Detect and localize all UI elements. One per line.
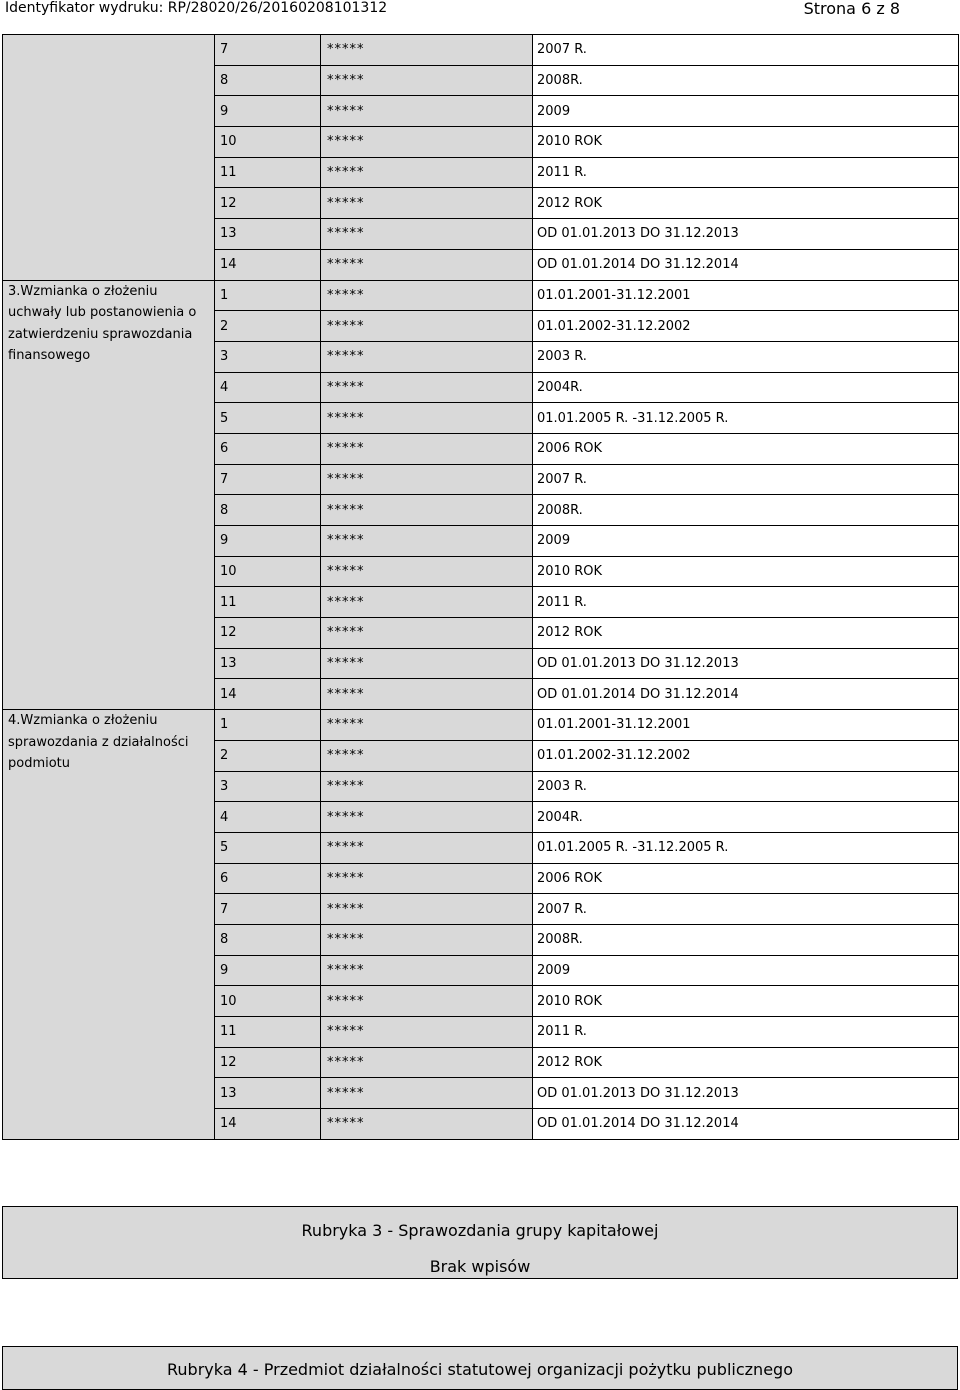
masked-value: ***** — [321, 372, 533, 403]
masked-value: ***** — [321, 955, 533, 986]
row-number: 13 — [215, 648, 321, 679]
masked-value: ***** — [321, 771, 533, 802]
row-value: OD 01.01.2014 DO 31.12.2014 — [533, 249, 959, 280]
row-number: 14 — [215, 1109, 321, 1140]
masked-value: ***** — [321, 219, 533, 250]
masked-value: ***** — [321, 648, 533, 679]
masked-value: ***** — [321, 832, 533, 863]
row-value: OD 01.01.2013 DO 31.12.2013 — [533, 1078, 959, 1109]
masked-value: ***** — [321, 587, 533, 618]
row-number: 13 — [215, 1078, 321, 1109]
table-row — [3, 280, 959, 311]
row-number: 13 — [215, 219, 321, 250]
masked-value: ***** — [321, 1078, 533, 1109]
row-value: 2010 ROK — [533, 127, 959, 158]
row-value: 01.01.2001-31.12.2001 — [533, 280, 959, 311]
row-number: 14 — [215, 249, 321, 280]
row-value: OD 01.01.2014 DO 31.12.2014 — [533, 1109, 959, 1140]
row-number: 4 — [215, 372, 321, 403]
row-number: 3 — [215, 341, 321, 372]
masked-value: ***** — [321, 127, 533, 158]
masked-value: ***** — [321, 280, 533, 311]
section-label — [3, 35, 215, 281]
row-value: 01.01.2001-31.12.2001 — [533, 710, 959, 741]
row-value: 2011 R. — [533, 157, 959, 188]
row-number: 2 — [215, 740, 321, 771]
page-number: Strona 6 z 8 — [803, 0, 900, 18]
masked-value: ***** — [321, 1017, 533, 1048]
row-number: 7 — [215, 35, 321, 66]
rubryka-4-section — [2, 1346, 958, 1390]
row-value: 2008R. — [533, 65, 959, 96]
masked-value: ***** — [321, 1109, 533, 1140]
row-value: 2007 R. — [533, 35, 959, 66]
row-value: 2003 R. — [533, 771, 959, 802]
row-value: 2006 ROK — [533, 863, 959, 894]
row-number: 11 — [215, 1017, 321, 1048]
row-value: 2011 R. — [533, 1017, 959, 1048]
row-number: 3 — [215, 771, 321, 802]
row-value: 2006 ROK — [533, 433, 959, 464]
masked-value: ***** — [321, 679, 533, 710]
row-number: 10 — [215, 127, 321, 158]
masked-value: ***** — [321, 986, 533, 1017]
row-value: 2010 ROK — [533, 556, 959, 587]
section-label: 3.Wzmianka o złożeniu uchwały lub postanowienia o zatwierdzeniu sprawozdania finansowego — [3, 280, 215, 710]
masked-value: ***** — [321, 464, 533, 495]
row-value: 2012 ROK — [533, 1047, 959, 1078]
entries-table — [2, 34, 959, 1140]
masked-value: ***** — [321, 35, 533, 66]
row-value: 2004R. — [533, 802, 959, 833]
masked-value: ***** — [321, 526, 533, 557]
row-number: 12 — [215, 188, 321, 219]
masked-value: ***** — [321, 863, 533, 894]
print-identifier: Identyfikator wydruku: RP/28020/26/20160208101312 — [5, 0, 388, 16]
row-value: 2011 R. — [533, 587, 959, 618]
row-number: 12 — [215, 618, 321, 649]
row-number: 9 — [215, 955, 321, 986]
row-number: 1 — [215, 710, 321, 741]
row-value: 2012 ROK — [533, 618, 959, 649]
row-number: 7 — [215, 464, 321, 495]
row-number: 12 — [215, 1047, 321, 1078]
row-number: 5 — [215, 832, 321, 863]
masked-value: ***** — [321, 495, 533, 526]
masked-value: ***** — [321, 157, 533, 188]
masked-value: ***** — [321, 1047, 533, 1078]
row-number: 7 — [215, 894, 321, 925]
row-number: 9 — [215, 96, 321, 127]
row-number: 14 — [215, 679, 321, 710]
row-number: 9 — [215, 526, 321, 557]
row-value: 01.01.2002-31.12.2002 — [533, 740, 959, 771]
row-value: 2009 — [533, 955, 959, 986]
row-value: 2008R. — [533, 495, 959, 526]
row-number: 8 — [215, 924, 321, 955]
row-value: 2012 ROK — [533, 188, 959, 219]
row-number: 4 — [215, 802, 321, 833]
masked-value: ***** — [321, 403, 533, 434]
masked-value: ***** — [321, 618, 533, 649]
row-value: 2003 R. — [533, 341, 959, 372]
rubryka-3-section — [2, 1206, 958, 1279]
row-number: 11 — [215, 587, 321, 618]
row-number: 6 — [215, 863, 321, 894]
masked-value: ***** — [321, 249, 533, 280]
row-number: 8 — [215, 495, 321, 526]
row-value: 2008R. — [533, 924, 959, 955]
row-number: 6 — [215, 433, 321, 464]
masked-value: ***** — [321, 802, 533, 833]
masked-value: ***** — [321, 311, 533, 342]
row-value: 2004R. — [533, 372, 959, 403]
row-value: 01.01.2002-31.12.2002 — [533, 311, 959, 342]
masked-value: ***** — [321, 188, 533, 219]
masked-value: ***** — [321, 65, 533, 96]
row-value: 2007 R. — [533, 894, 959, 925]
row-value: OD 01.01.2013 DO 31.12.2013 — [533, 219, 959, 250]
row-value: 2007 R. — [533, 464, 959, 495]
row-number: 5 — [215, 403, 321, 434]
row-value: 01.01.2005 R. -31.12.2005 R. — [533, 403, 959, 434]
row-number: 2 — [215, 311, 321, 342]
rubryka-4-title: Rubryka 4 - Przedmiot działalności statutowej organizacji pożytku publicznego — [167, 1360, 793, 1379]
row-value: 2010 ROK — [533, 986, 959, 1017]
row-value: OD 01.01.2013 DO 31.12.2013 — [533, 648, 959, 679]
row-value: OD 01.01.2014 DO 31.12.2014 — [533, 679, 959, 710]
row-value: 01.01.2005 R. -31.12.2005 R. — [533, 832, 959, 863]
row-number: 8 — [215, 65, 321, 96]
masked-value: ***** — [321, 433, 533, 464]
table-row — [3, 35, 959, 66]
masked-value: ***** — [321, 924, 533, 955]
masked-value: ***** — [321, 710, 533, 741]
row-value: 2009 — [533, 526, 959, 557]
row-number: 1 — [215, 280, 321, 311]
masked-value: ***** — [321, 740, 533, 771]
rubryka-3-title: Rubryka 3 - Sprawozdania grupy kapitałowej — [301, 1221, 659, 1240]
row-value: 2009 — [533, 96, 959, 127]
row-number: 11 — [215, 157, 321, 188]
row-number: 10 — [215, 556, 321, 587]
section-label: 4.Wzmianka o złożeniu sprawozdania z działalności podmiotu — [3, 710, 215, 1140]
table-row — [3, 710, 959, 741]
masked-value: ***** — [321, 894, 533, 925]
masked-value: ***** — [321, 341, 533, 372]
row-number: 10 — [215, 986, 321, 1017]
masked-value: ***** — [321, 556, 533, 587]
masked-value: ***** — [321, 96, 533, 127]
rubryka-3-status: Brak wpisów — [429, 1257, 531, 1276]
